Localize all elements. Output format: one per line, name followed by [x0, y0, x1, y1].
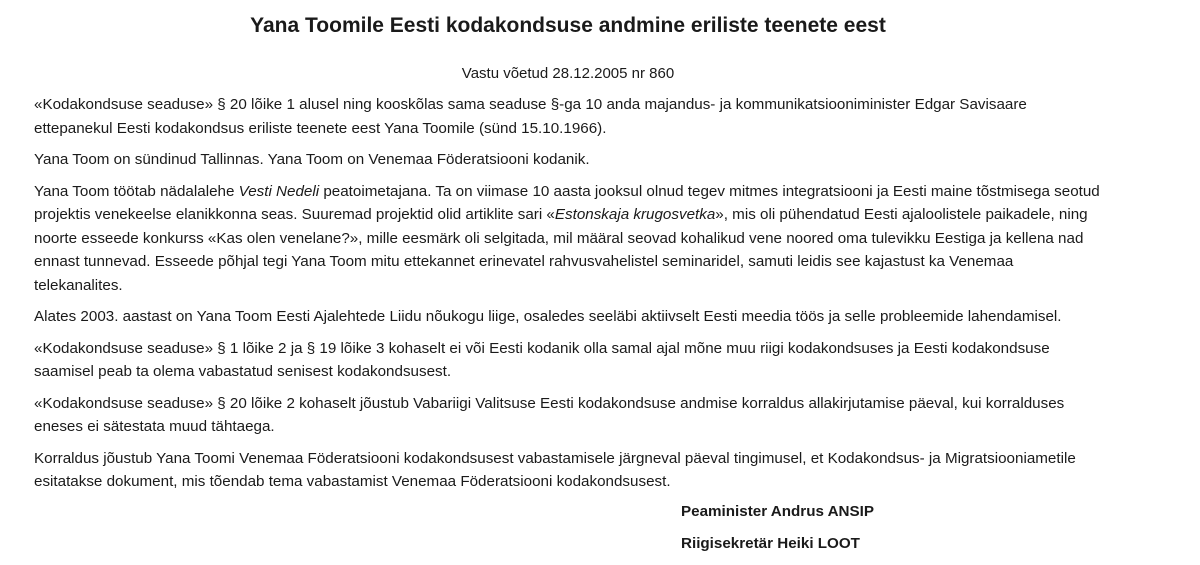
paragraph-1: «Kodakondsuse seaduse» § 20 lõike 1 alusel ning kooskõlas sama seaduse §-ga 10 anda majandus- ja kommunikatsiooniminister Edgar Savisaare ettepanekul Eesti kodakondsus eriliste teenete eest Yana Toomile (sünd 15.10.1966).	[34, 96, 1027, 137]
paragraph-3-part-b: peatoimetajana. Ta on viimase 10 aasta jooksul olnud tegev mitmes integratsiooni ja Eesti maine tõstmisega seotud projektis venekeelse elanikkonna seas. Suuremad projektid olid artiklite sari «	[34, 182, 1100, 223]
document-body	[34, 93, 1104, 502]
adoption-date: Vastu võetud 28.12.2005 nr 860	[461, 65, 675, 82]
document-title: Yana Toomile Eesti kodakondsuse andmine eriliste teenete eest	[250, 14, 886, 37]
article-series-name: Estonskaja krugosvetka	[554, 206, 716, 223]
paragraph-3	[34, 180, 1104, 298]
paragraph-4: Alates 2003. aastast on Yana Toom Eesti Ajalehtede Liidu nõukogu liige, osaledes seeläbi aktiivselt Eesti meedia töös ja selle probleemide lahendamisel.	[34, 308, 1062, 325]
paragraph-7: Korraldus jõustub Yana Toomi Venemaa Föderatsiooni kodakondsusest vabastamisele järgneval päeval tingimusel, et Kodakondsus- ja Migratsiooniametile esitatakse dokument, mis tõendab tema vabastamist Venemaa Föderatsiooni kodakondsusest.	[34, 449, 1076, 490]
paragraph-2: Yana Toom on sündinud Tallinnas. Yana Toom on Venemaa Föderatsiooni kodanik.	[34, 151, 590, 168]
paragraph-5: «Kodakondsuse seaduse» § 1 lõike 2 ja § 19 lõike 3 kohaselt ei või Eesti kodanik olla samal ajal mõne muu riigi kodakondsuses ja Eesti kodakondsuse saamisel peab ta olema vabastatud senisest kodakondsusest.	[34, 339, 1050, 380]
paragraph-3-part-c: », mis oli pühendatud Eesti ajaloolistele paikadele, ning noorte esseede konkurss «Kas olen venelane?», mille eesmärk oli selgitada, mil määral seovad kohalikud vene noored oma tulevikku Eestiga ja kellena nad ennast tunnevad. Esseede põhjal tegi Yana Toom mitu ettekannet erinevatel rahvusvahelistel seminaridel, samuti leidis see kajastust ka Venemaa telekanalites.	[34, 206, 1088, 294]
newspaper-name: Vesti Nedeli	[238, 182, 320, 200]
paragraph-6: «Kodakondsuse seaduse» § 20 lõike 2 kohaselt jõustub Vabariigi Valitsuse Eesti kodakondsuse andmise korraldus allakirjutamise päeval, kui korralduses eneses ei sätestata muud tähtaega.	[34, 394, 1065, 435]
signature-state-secretary: Riigisekretär Heiki LOOT	[681, 535, 860, 552]
paragraph-3-part-a: Yana Toom töötab nädalalehe	[34, 182, 239, 200]
signature-prime-minister: Peaminister Andrus ANSIP	[681, 503, 874, 520]
